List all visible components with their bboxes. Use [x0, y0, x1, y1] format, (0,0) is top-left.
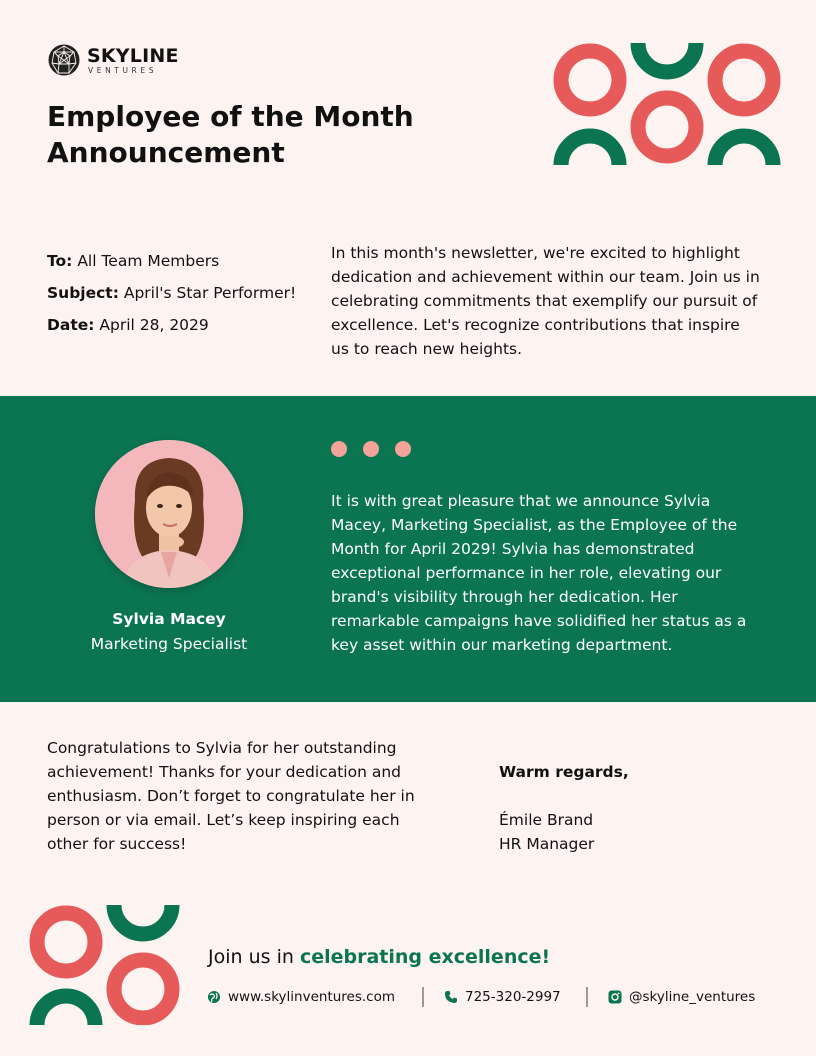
green-ring: [114, 905, 172, 934]
phone-text: 725-320-2997: [465, 989, 561, 1005]
signer-name: Émile Brand: [499, 811, 594, 829]
intro-paragraph: In this month's newsletter, we're excited to highlight dedication and achievement within our team. Join us in celebrating commitments that exemplify our pursuit of excellence. Let's recognize contributions that inspire us to reach new heights.: [331, 244, 760, 358]
coral-ring: [638, 98, 696, 156]
geodesic-sphere-icon: [47, 43, 81, 77]
announcement-paragraph: It is with great pleasure that we announce Sylvia Macey, Marketing Specialist, as the Employee of the Month for April 2029! Sylvia has demonstrated exceptional performance in her role, elevating our brand's visibility through her dedication. Her remarkable campaigns have solidified her status as a key asset within our marketing department.: [331, 492, 747, 654]
green-ring: [715, 136, 773, 165]
phone-icon: [444, 990, 458, 1004]
decorative-dots: [331, 441, 421, 457]
footer-tagline: [208, 946, 550, 968]
company-logo: [47, 42, 187, 78]
page-title: Employee of the Month Announcement: [47, 100, 414, 169]
green-ring: [638, 43, 696, 72]
memo-details: [47, 245, 317, 341]
tagline-highlight: celebrating excellence!: [299, 946, 551, 968]
signature-block: [499, 760, 759, 856]
social-link[interactable]: [608, 986, 755, 1008]
coral-ring: [114, 960, 172, 1018]
memo-subject-label: Subject:: [47, 284, 119, 302]
contact-bar: [207, 986, 777, 1008]
website-text: www.skylinventures.com: [228, 989, 396, 1005]
employee-role: Marketing Specialist: [90, 635, 248, 653]
memo-to-label: To:: [47, 252, 73, 270]
dot: [363, 441, 379, 457]
globe-icon: [207, 990, 221, 1004]
decorative-rings-bottom: [28, 905, 180, 1025]
employee-feature-band: [0, 396, 816, 702]
divider: [586, 987, 588, 1007]
congratulations-paragraph: Congratulations to Sylvia for her outstanding achievement! Thanks for your dedication and enthusiasm. Don’t forget to congratulate her in person or via email. Let’s keep inspiring each other for success!: [47, 739, 415, 853]
divider: [422, 987, 424, 1007]
dot: [331, 441, 347, 457]
memo-date-label: Date:: [47, 316, 95, 334]
closing-salutation: Warm regards,: [499, 763, 629, 781]
green-ring: [37, 996, 95, 1025]
instagram-icon: [608, 990, 622, 1004]
memo-date-value: April 28, 2029: [99, 316, 209, 334]
social-text: @skyline_ventures: [629, 989, 756, 1005]
memo-to-value: All Team Members: [77, 252, 220, 270]
employee-photo: [95, 440, 243, 588]
coral-ring: [37, 913, 95, 971]
logo-tagline: VENTURES: [88, 66, 158, 75]
memo-to: [47, 245, 317, 277]
dot: [395, 441, 411, 457]
signer-role: HR Manager: [499, 835, 595, 853]
portrait-photo: [95, 440, 243, 588]
employee-name: Sylvia Macey: [112, 610, 226, 628]
website-link[interactable]: [207, 986, 395, 1008]
memo-subject: [47, 277, 317, 309]
tagline-prefix: Join us in: [208, 946, 294, 968]
coral-ring: [715, 51, 773, 109]
decorative-rings-top: [553, 43, 783, 165]
green-ring: [561, 136, 619, 165]
logo-wordmark: SKYLINE: [87, 45, 179, 67]
memo-date: [47, 309, 317, 341]
memo-subject-value: April's Star Performer!: [123, 284, 297, 302]
coral-ring: [561, 51, 619, 109]
phone-link[interactable]: [444, 986, 561, 1008]
